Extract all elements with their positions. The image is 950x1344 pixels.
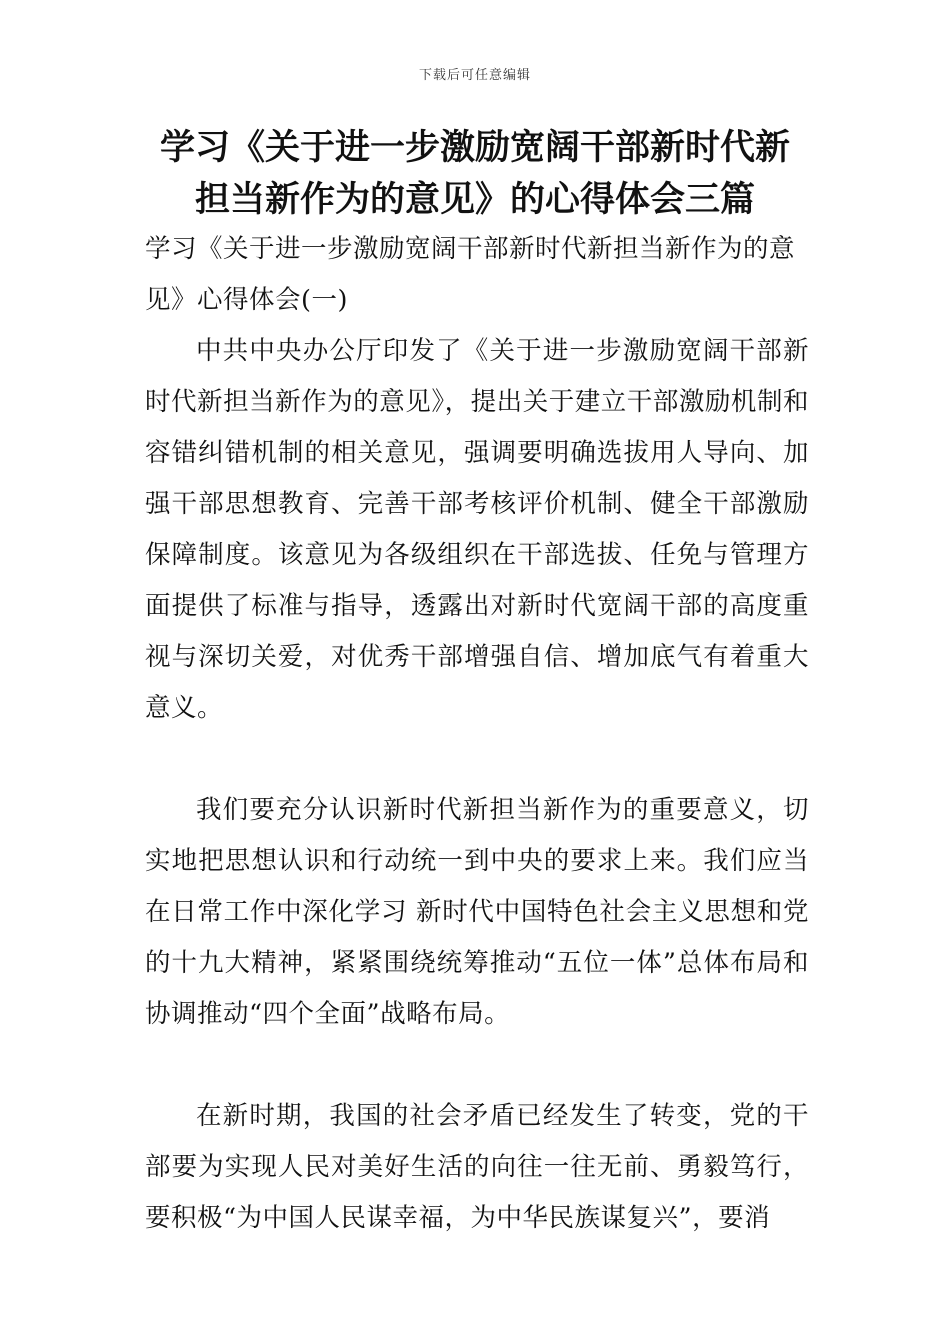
title-line-1: 学习《关于进一步激励宽阔干部新时代新: [159, 128, 790, 168]
paragraph-2: 我们要充分认识新时代新担当新作为的重要意义，切实地把思想认识和行动统一到中央的要求上来。我们应当在日常工作中深化学习 新时代中国特色社会主义思想和党的十九大精神，紧紧围绕统筹推动“五位一体”总体布局和协调推动“四个全面”战略布局。: [145, 795, 809, 1029]
document-body: [145, 224, 809, 1244]
header-note: 下载后可任意编辑: [418, 68, 531, 83]
paragraph-3: 在新时期，我国的社会矛盾已经发生了转变，党的干部要为实现人民对美好生活的向往一往无前、勇毅笃行，要积极“为中国人民谋幸福，为中华民族谋复兴”，要消: [145, 1101, 809, 1233]
section-subheading: 学习《关于进一步激励宽阔干部新时代新担当新作为的意见》心得体会(一): [145, 234, 796, 315]
paragraph-1: 中共中央办公厅印发了《关于进一步激励宽阔干部新时代新担当新作为的意见》，提出关于建立干部激励机制和容错纠错机制的相关意见，强调要明确选拔用人导向、加强干部思想教育、完善干部考核评价机制、健全干部激励保障制度。该意见为各级组织在干部选拔、任免与管理方面提供了标准与指导，透露出对新时代宽阔干部的高度重视与深切关爱，对优秀干部增强自信、增加底气有着重大意义。: [145, 336, 809, 723]
title-line-2: 担当新作为的意见》的心得体会三篇: [194, 180, 755, 220]
document-title: [140, 122, 810, 226]
